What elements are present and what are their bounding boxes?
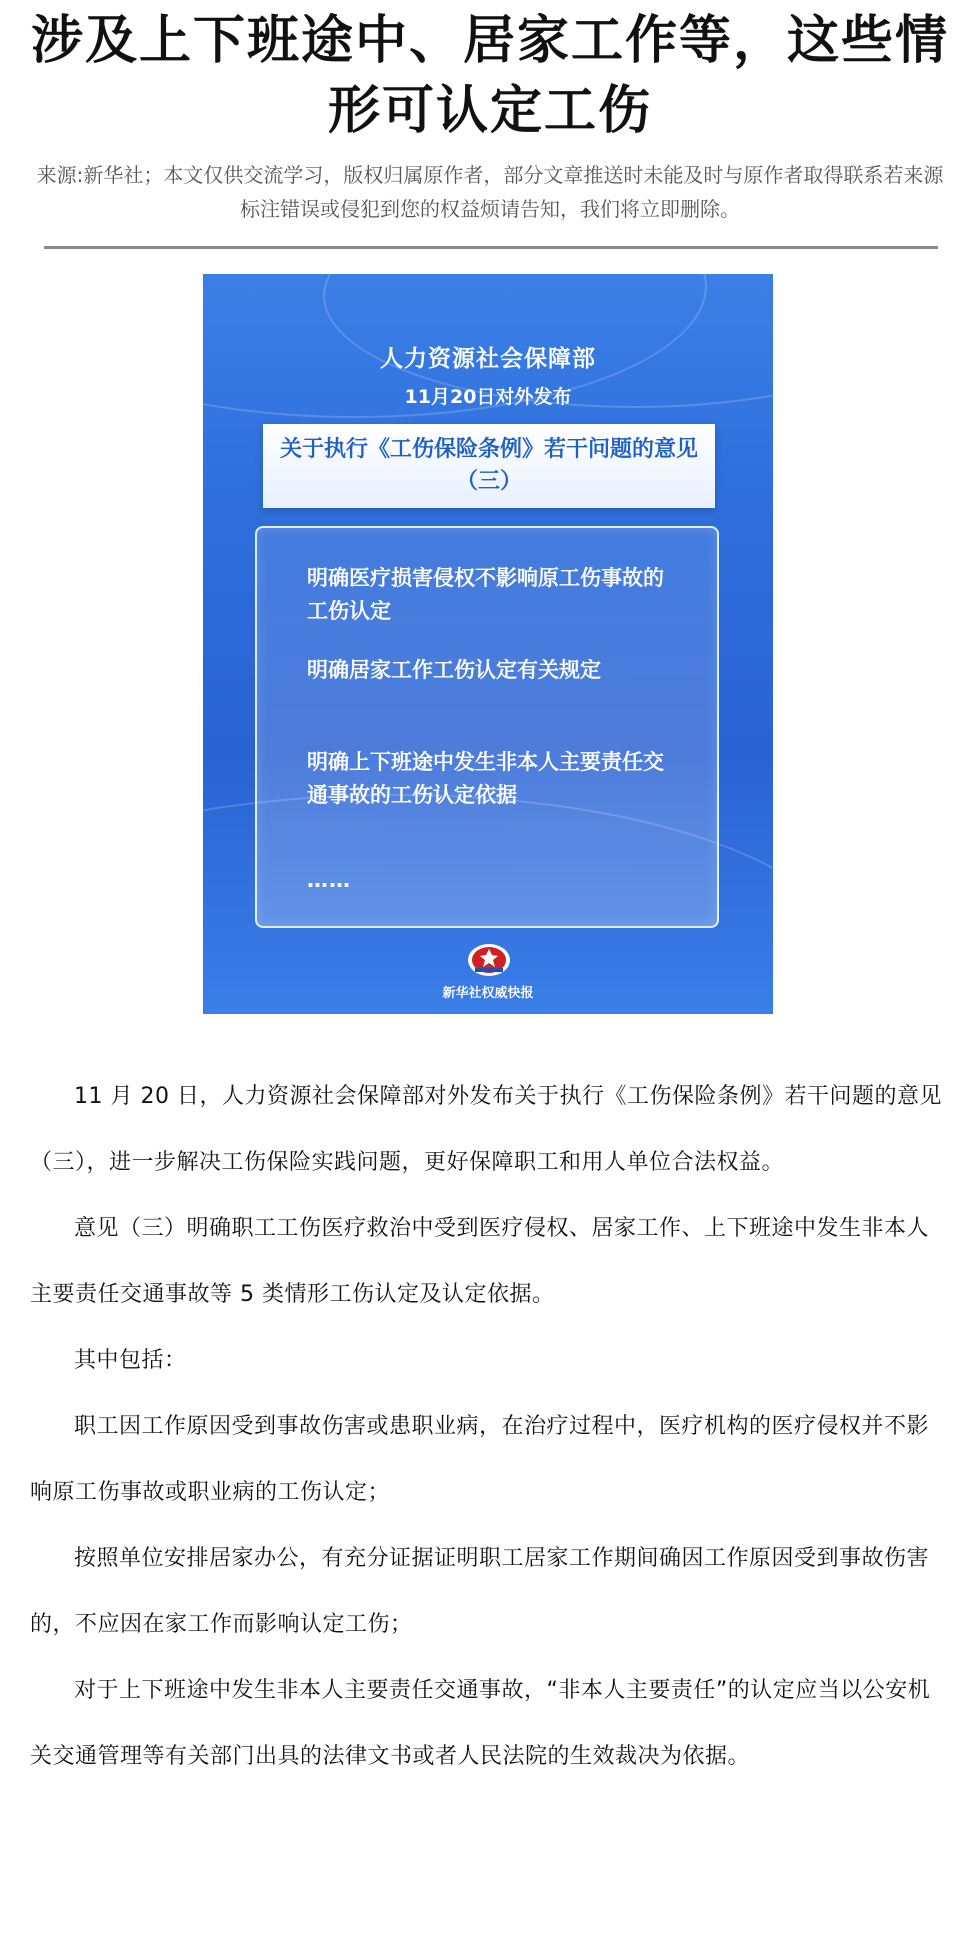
infographic-point: 明确居家工作工伤认定有关规定 [307,658,601,682]
body-paragraph: 意见（三）明确职工工伤医疗救治中受到医疗侵权、居家工作、上下班途中发生非本人主要责任交通事故等 5 类情形工伤认定及认定依据。 [30,1216,930,1307]
article-body [30,1064,950,1790]
infographic-ministry: 人力资源社会保障部 [380,346,596,372]
divider [44,246,938,249]
body-paragraph: 对于上下班途中发生非本人主要责任交通事故，“非本人主要责任”的认定应当以公安机关交通管理等有关部门出具的法律文书或者人民法院的生效裁决为依据。 [30,1678,931,1769]
infographic-title-box [263,424,715,508]
xinhua-logo-icon [465,940,513,978]
body-paragraph: 11 月 20 日，人力资源社会保障部对外发布关于执行《工伤保险条例》若干问题的意见（三），进一步解决工伤保险实践问题，更好保障职工和用人单位合法权益。 [30,1084,942,1175]
article-headline: 涉及上下班途中、居家工作等，这些情形可认定工伤 [30,11,949,141]
infographic-point: 明确上下班途中发生非本人主要责任交通事故的工伤认定依据 [307,750,664,807]
source-note: 来源:新华社；本文仅供交流学习，版权归属原作者，部分文章推送时未能及时与原作者取得联系若来源标注错误或侵犯到您的权益烦请告知，我们将立即删除。 [36,163,944,221]
infographic-title: 关于执行《工伤保险条例》若干问题的意见（三） [279,437,698,494]
body-paragraph: 职工因工作原因受到事故伤害或患职业病，在治疗过程中，医疗机构的医疗侵权并不影响原工伤事故或职业病的工伤认定； [30,1414,930,1505]
infographic-date: 11月20日对外发布 [404,386,572,408]
body-paragraph: 其中包括： [74,1348,187,1373]
infographic-ellipsis: …… [307,868,351,892]
infographic-credit: 新华社权威快报 [442,986,534,1001]
infographic-point: 明确医疗损害侵权不影响原工伤事故的工伤认定 [307,566,664,623]
infographic-image [203,274,773,1014]
infographic-points-box [255,526,719,928]
body-paragraph: 按照单位安排居家办公，有充分证据证明职工居家工作期间确因工作原因受到事故伤害的，不应因在家工作而影响认定工伤； [30,1546,930,1637]
